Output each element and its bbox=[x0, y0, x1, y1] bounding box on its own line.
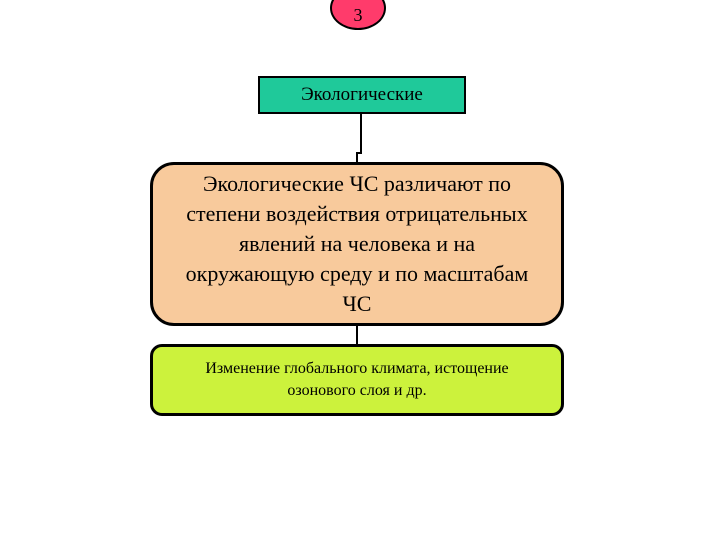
connector-middle bbox=[356, 326, 358, 344]
connector-vertical-top bbox=[360, 114, 362, 154]
classification-text: Экологические ЧС различают по степени воздействия отрицательных явлений на человека и на окружающую среду и по масштабам ЧС bbox=[185, 171, 529, 316]
section-number: 3 bbox=[353, 5, 363, 25]
section-number-badge bbox=[330, 0, 386, 30]
category-title: Экологические bbox=[301, 84, 423, 105]
classification-box bbox=[150, 162, 564, 326]
example-text: Изменение глобального климата, истощение озонового слоя и др. bbox=[205, 360, 509, 399]
example-box bbox=[150, 344, 564, 416]
category-title-box bbox=[258, 76, 466, 114]
